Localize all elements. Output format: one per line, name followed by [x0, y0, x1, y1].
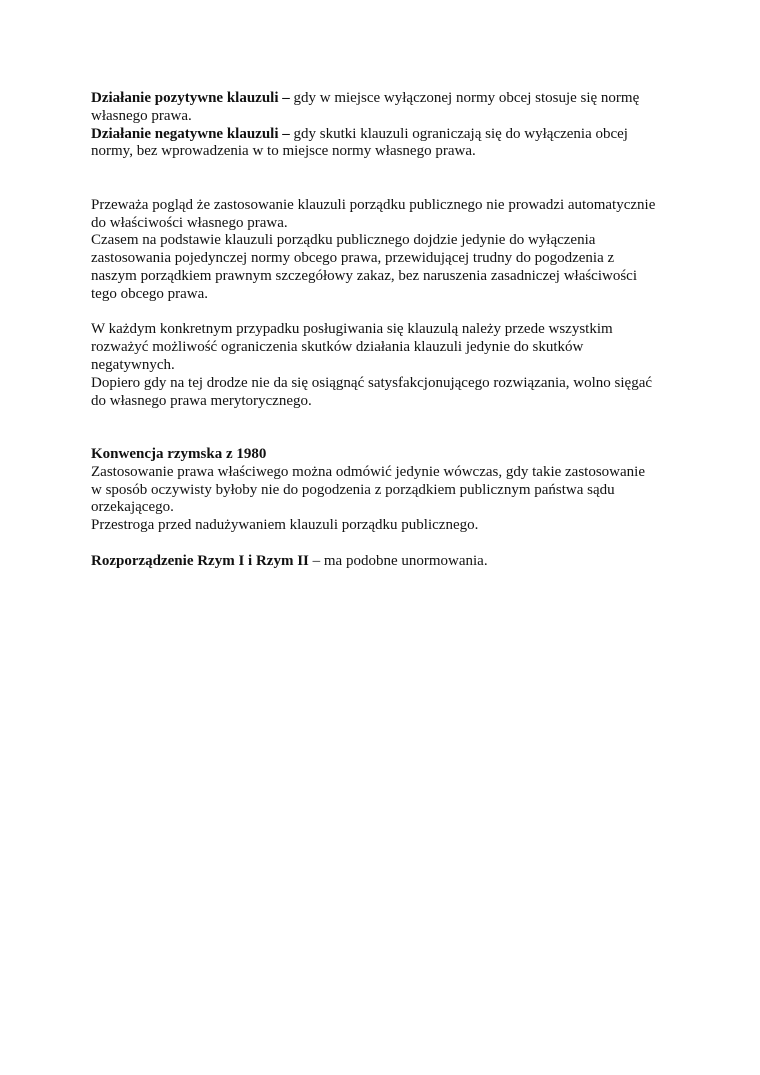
paragraph-line: do własnego prawa merytorycznego. — [91, 392, 312, 409]
paragraph-line: zastosowania pojedynczej normy obcego prawa, przewidującej trudny do pogodzenia z — [91, 250, 615, 267]
clause-effects-section — [91, 90, 681, 161]
negative-effect-line-1 — [91, 126, 681, 144]
prevailing-view-section — [91, 197, 681, 304]
paragraph-line: Dopiero gdy na tej drodze nie da się osiągnąć satysfakcjonującego rozwiązania, wolno sięgać — [91, 374, 653, 391]
positive-effect-line-1 — [91, 90, 681, 108]
paragraph-line: W każdym konkretnym przypadku posługiwania się klauzulą należy przede wszystkim — [91, 321, 613, 338]
positive-effect-label: Działanie pozytywne klauzuli – — [91, 90, 290, 106]
paragraph-line: orzekającego. — [91, 499, 174, 516]
positive-effect-text: gdy w miejsce wyłączonej normy obcej stosuje się normę — [289, 90, 640, 106]
each-case-section — [91, 321, 681, 410]
paragraph-line: Przestroga przed nadużywaniem klauzuli porządku publicznego. — [91, 517, 479, 534]
paragraph-line: naszym porządkiem prawnym szczegółowy zakaz, bez naruszenia zasadniczej właściwości — [91, 267, 638, 284]
paragraph-line: tego obcego prawa. — [91, 285, 209, 302]
paragraph-line: rozważyć możliwość ograniczenia skutków działania klauzuli jedynie do skutków — [91, 339, 584, 356]
paragraph-line: do właściwości własnego prawa. — [91, 214, 288, 231]
paragraph-line: negatywnych. — [91, 356, 175, 373]
negative-effect-text: gdy skutki klauzuli ograniczają się do wyłączenia obcej — [289, 125, 628, 142]
regulation-section — [91, 553, 681, 571]
rome-convention-heading: Konwencja rzymska z 1980 — [91, 445, 267, 462]
rome-convention-section — [91, 446, 681, 535]
paragraph-line: Zastosowanie prawa właściwego można odmówić jedynie wówczas, gdy takie zastosowanie — [91, 463, 645, 480]
regulation-text: – ma podobne unormowania. — [308, 552, 488, 569]
paragraph-line: Przeważa pogląd że zastosowanie klauzuli porządku publicznego nie prowadzi automatycznie — [91, 196, 656, 213]
positive-effect-line-2: własnego prawa. — [91, 107, 192, 124]
document-page — [91, 90, 681, 571]
paragraph-line: Czasem na podstawie klauzuli porządku publicznego dojdzie jedynie do wyłączenia — [91, 232, 596, 249]
negative-effect-line-2: normy, bez wprowadzenia w to miejsce normy własnego prawa. — [91, 143, 476, 160]
paragraph-line: w sposób oczywisty byłoby nie do pogodzenia z porządkiem publicznym państwa sądu — [91, 481, 615, 498]
negative-effect-label: Działanie negatywne klauzuli – — [91, 125, 290, 142]
regulation-line — [91, 553, 681, 571]
regulation-label: Rozporządzenie Rzym I i Rzym II — [91, 552, 309, 569]
